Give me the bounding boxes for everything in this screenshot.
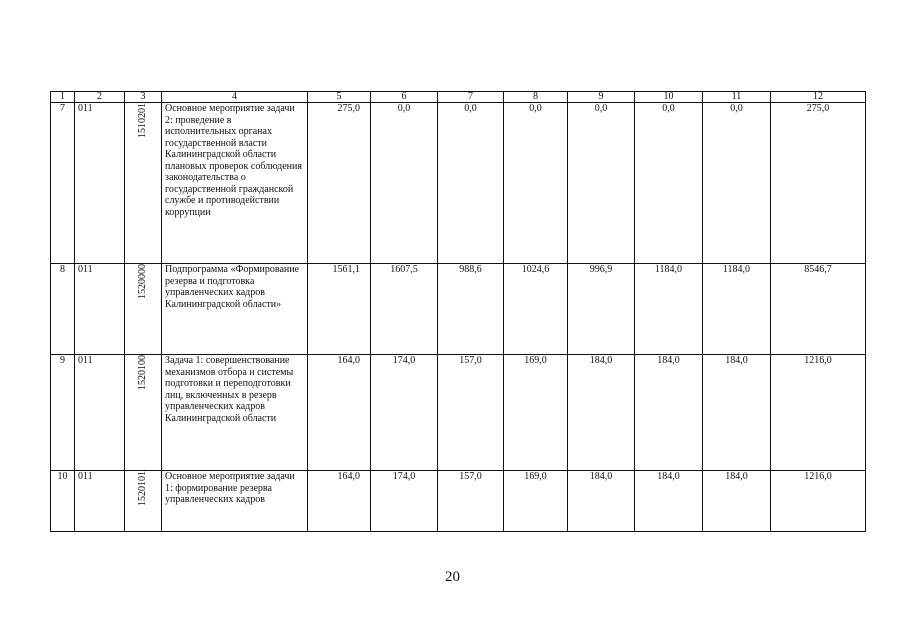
value-cell: 0,0 [635, 103, 703, 264]
total-cell: 275,0 [771, 103, 866, 264]
value-cell: 1607,5 [371, 264, 438, 355]
column-header: 7 [438, 92, 504, 103]
value-cell: 157,0 [438, 355, 504, 471]
value-cell: 164,0 [308, 355, 371, 471]
value-cell: 1184,0 [635, 264, 703, 355]
value-cell: 184,0 [635, 355, 703, 471]
program-code-cell [125, 264, 162, 355]
program-code: 1520101 [137, 471, 149, 506]
value-cell: 0,0 [438, 103, 504, 264]
value-cell: 1184,0 [703, 264, 771, 355]
program-code: 1520100 [137, 355, 149, 390]
program-code-cell [125, 355, 162, 471]
value-cell: 169,0 [504, 355, 568, 471]
row-number: 10 [51, 471, 75, 532]
value-cell: 174,0 [371, 355, 438, 471]
total-cell: 1216,0 [771, 355, 866, 471]
row-number: 7 [51, 103, 75, 264]
value-cell: 184,0 [703, 471, 771, 532]
program-code-cell [125, 471, 162, 532]
value-cell: 1561,1 [308, 264, 371, 355]
total-cell: 8546,7 [771, 264, 866, 355]
grbs-code: 011 [75, 103, 125, 264]
value-cell: 157,0 [438, 471, 504, 532]
program-code: 1510201 [137, 103, 149, 138]
value-cell: 988,6 [438, 264, 504, 355]
value-cell: 996,9 [568, 264, 635, 355]
value-cell: 169,0 [504, 471, 568, 532]
column-header: 9 [568, 92, 635, 103]
row-number: 9 [51, 355, 75, 471]
value-cell: 184,0 [568, 471, 635, 532]
column-header: 2 [75, 92, 125, 103]
value-cell: 275,0 [308, 103, 371, 264]
row-description: Основное мероприятие задачи 1: формирование резерва управленческих кадров [162, 471, 308, 532]
header-row [51, 92, 866, 103]
row-number: 8 [51, 264, 75, 355]
column-header: 6 [371, 92, 438, 103]
value-cell: 184,0 [703, 355, 771, 471]
grbs-code: 011 [75, 264, 125, 355]
column-header: 5 [308, 92, 371, 103]
column-header: 1 [51, 92, 75, 103]
program-code-cell [125, 103, 162, 264]
value-cell: 0,0 [371, 103, 438, 264]
table-row [51, 355, 866, 471]
value-cell: 1024,6 [504, 264, 568, 355]
column-header: 11 [703, 92, 771, 103]
program-code: 1520000 [137, 264, 149, 299]
value-cell: 164,0 [308, 471, 371, 532]
budget-table [50, 91, 866, 532]
table-row [51, 103, 866, 264]
value-cell: 184,0 [568, 355, 635, 471]
value-cell: 0,0 [703, 103, 771, 264]
row-description: Задача 1: совершенствование механизмов отбора и системы подготовки и переподготовки лиц, включенных в резерв управленческих кадров Калининградской области [162, 355, 308, 471]
value-cell: 0,0 [568, 103, 635, 264]
value-cell: 0,0 [504, 103, 568, 264]
table-row [51, 471, 866, 532]
column-header: 12 [771, 92, 866, 103]
grbs-code: 011 [75, 355, 125, 471]
column-header: 10 [635, 92, 703, 103]
row-description: Подпрограмма «Формирование резерва и подготовка управленческих кадров Калининградской области» [162, 264, 308, 355]
row-description: Основное мероприятие задачи 2: проведение в исполнительных органах государственной власти Калининградской области плановых проверок соблюдения законодательства о государственной гражданской службе и противодействии коррупции [162, 103, 308, 264]
table-row [51, 264, 866, 355]
column-header: 3 [125, 92, 162, 103]
column-header: 4 [162, 92, 308, 103]
value-cell: 184,0 [635, 471, 703, 532]
page-number: 20 [445, 569, 460, 585]
grbs-code: 011 [75, 471, 125, 532]
column-header: 8 [504, 92, 568, 103]
value-cell: 174,0 [371, 471, 438, 532]
total-cell: 1216,0 [771, 471, 866, 532]
